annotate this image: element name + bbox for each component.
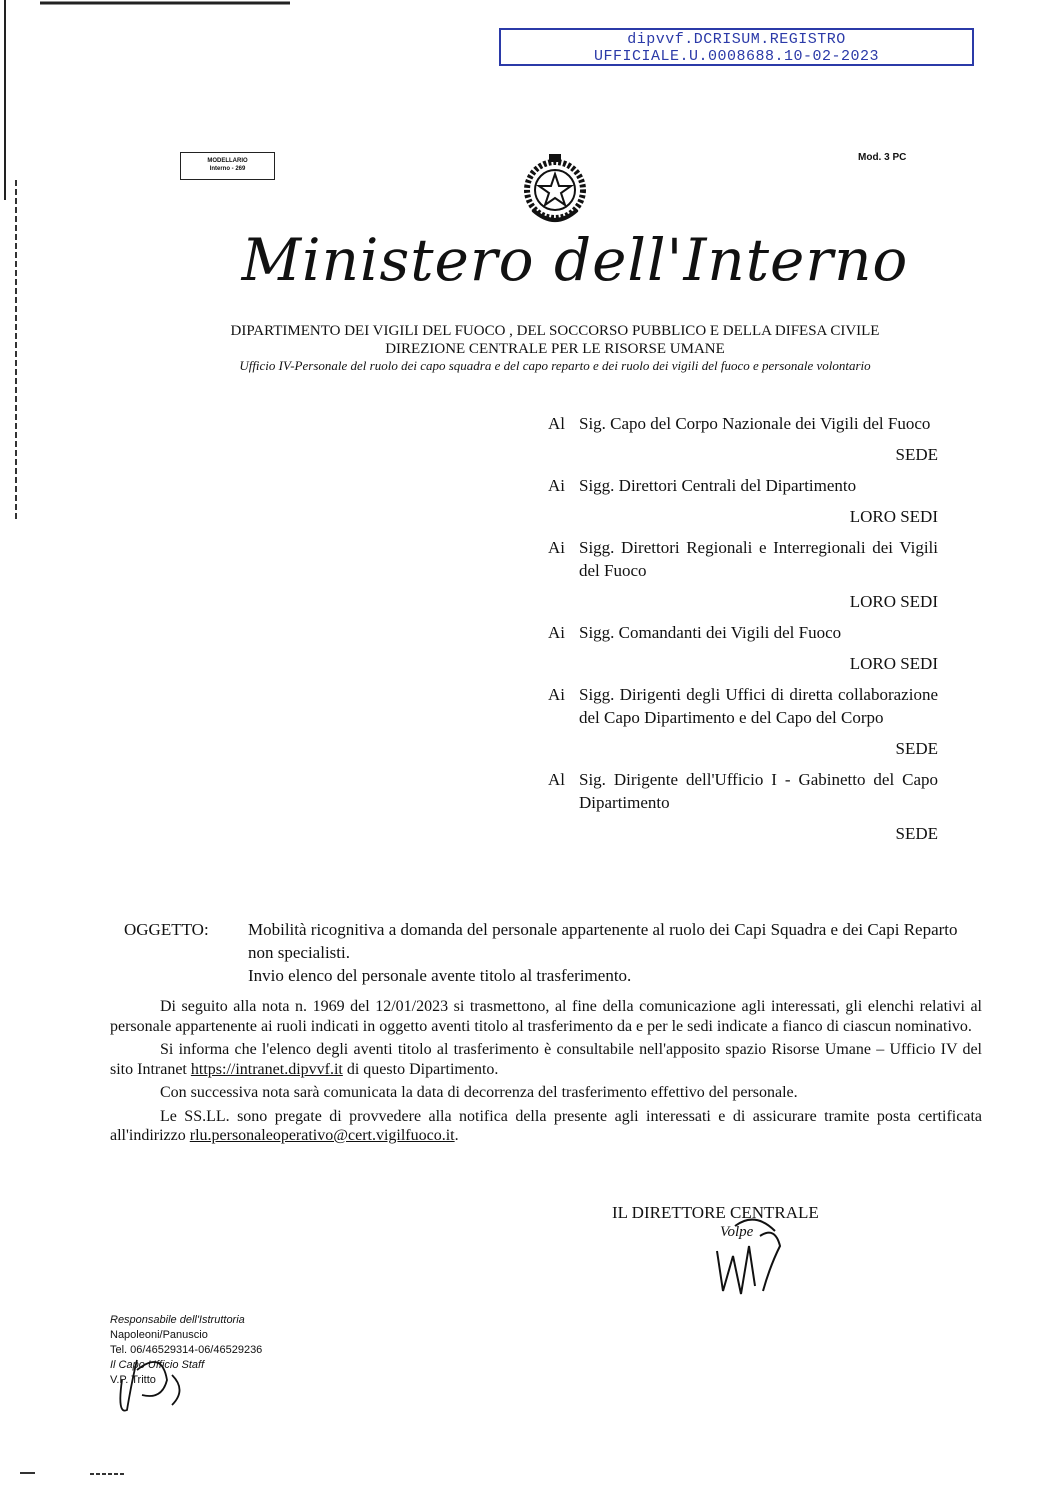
recipient-location: LORO SEDI — [849, 507, 938, 526]
recipient-item — [548, 768, 938, 845]
model-code: Mod. 3 PC — [858, 152, 907, 163]
footer-initials-icon — [112, 1340, 192, 1420]
form-stamp — [180, 152, 275, 180]
recipient-prefix: Al — [548, 414, 565, 433]
recipient-item — [548, 683, 938, 760]
certified-email-link[interactable]: rlu.personaleoperativo@cert.vigilfuoco.it — [189, 1127, 455, 1144]
recipient-name: Sig. Dirigente dell'Ufficio I - Gabinetto del Capo Dipartimento — [579, 770, 938, 812]
body-paragraph-2-end: di questo Dipartimento. — [342, 1060, 499, 1078]
recipient-item — [548, 621, 938, 675]
body-paragraph-4 — [110, 1107, 982, 1146]
recipient-location: LORO SEDI — [849, 592, 938, 611]
department-header — [150, 322, 960, 358]
protocol-registry-box — [499, 28, 974, 66]
body-paragraph-2 — [110, 1040, 982, 1079]
protocol-line-2: UFFICIALE.U.0008688.10-02-2023 — [593, 48, 880, 65]
recipient-prefix: Al — [548, 770, 565, 789]
recipient-location: SEDE — [895, 824, 938, 843]
scan-margin-marks — [0, 0, 300, 1497]
direction-name: DIREZIONE CENTRALE PER LE RISORSE UMANE — [385, 341, 725, 357]
recipient-prefix: Ai — [548, 623, 565, 642]
recipient-name: Sigg. Direttori Centrali del Dipartimento — [579, 476, 857, 495]
italian-republic-emblem-icon — [515, 150, 595, 232]
recipient-name: Sigg. Dirigenti degli Uffici di diretta collaborazione del Capo Dipartimento e del Capo del Corpo — [579, 685, 938, 727]
recipient-item — [548, 474, 938, 528]
recipients-list — [548, 412, 938, 853]
recipient-name: Sigg. Comandanti dei Vigili del Fuoco — [579, 623, 842, 642]
stamp-line-1: MODELLARIO — [207, 158, 248, 164]
footer-staff-name: V.P. Tritto — [110, 1374, 156, 1386]
recipient-prefix: Ai — [548, 685, 565, 704]
signature-name: Volpe — [720, 1224, 754, 1240]
footer-responsible-label: Responsabile dell'Istruttoria — [110, 1314, 245, 1326]
body-paragraph-2-text: Si informa che l'elenco degli aventi titolo al trasferimento è consultabile nell'apposito spazio Risorse Umane – Ufficio IV del sito Intranet — [110, 1041, 982, 1078]
recipient-location: SEDE — [895, 445, 938, 464]
recipient-prefix: Ai — [548, 476, 565, 495]
body-paragraph-4-text: Le SS.LL. sono pregate di provvedere alla notifica della presente agli interessati e di assicurare tramite posta certificata all'indirizzo — [110, 1107, 982, 1144]
body-paragraph-4-end: . — [454, 1127, 459, 1144]
recipient-location: SEDE — [895, 739, 938, 758]
signature-title: IL DIRETTORE CENTRALE — [612, 1203, 819, 1222]
footer-staff-label: Il Capo Ufficio Staff — [110, 1359, 205, 1371]
protocol-line-1: dipvvf.DCRISUM.REGISTRO — [627, 31, 846, 48]
body-paragraph-1: Di seguito alla nota n. 1969 del 12/01/2023 si trasmettono, al fine della comunicazione agli interessati, gli elenchi relativi al personale appartenente ai ruoli indicati in oggetto aventi titolo al trasferimento da e per le sedi indicate a fianco di ciascun nominativo. — [110, 998, 982, 1035]
recipient-item — [548, 536, 938, 613]
footer-phone: Tel. 06/46529314-06/46529236 — [110, 1344, 263, 1356]
recipient-name: Sigg. Direttori Regionali e Interregionali dei Vigili del Fuoco — [579, 538, 938, 580]
subject-line-1: Mobilità ricognitiva a domanda del personale appartenente al ruolo dei Capi Squadra e dei Capi Reparto non specialisti. — [248, 920, 958, 962]
intranet-link[interactable]: https://intranet.dipvvf.it — [190, 1060, 343, 1078]
department-name: DIPARTIMENTO DEI VIGILI DEL FUOCO , DEL SOCCORSO PUBBLICO E DELLA DIFESA CIVILE — [230, 323, 880, 339]
recipient-location: LORO SEDI — [849, 654, 938, 673]
body-paragraph-3: Con successiva nota sarà comunicata la data di decorrenza del trasferimento effettivo del personale. — [160, 1084, 798, 1101]
footer-names: Napoleoni/Panuscio — [110, 1329, 208, 1341]
subject-line-2: Invio elenco del personale avente titolo al trasferimento. — [248, 966, 632, 985]
subject-label: OGGETTO: — [124, 920, 209, 939]
subject-block — [124, 918, 984, 987]
ministry-title: Ministero dell'Interno — [241, 226, 909, 294]
office-name: Ufficio IV-Personale del ruolo dei capo squadra e del capo reparto e dei ruolo dei vigili del fuoco e personale volontario — [239, 358, 871, 373]
stamp-line-2: Interno - 269 — [209, 166, 246, 172]
handwritten-signature-icon — [705, 1206, 795, 1301]
recipient-prefix: Ai — [548, 538, 565, 557]
letter-body — [110, 997, 982, 1150]
recipient-item — [548, 412, 938, 466]
recipient-name: Sig. Capo del Corpo Nazionale dei Vigili del Fuoco — [579, 414, 931, 433]
